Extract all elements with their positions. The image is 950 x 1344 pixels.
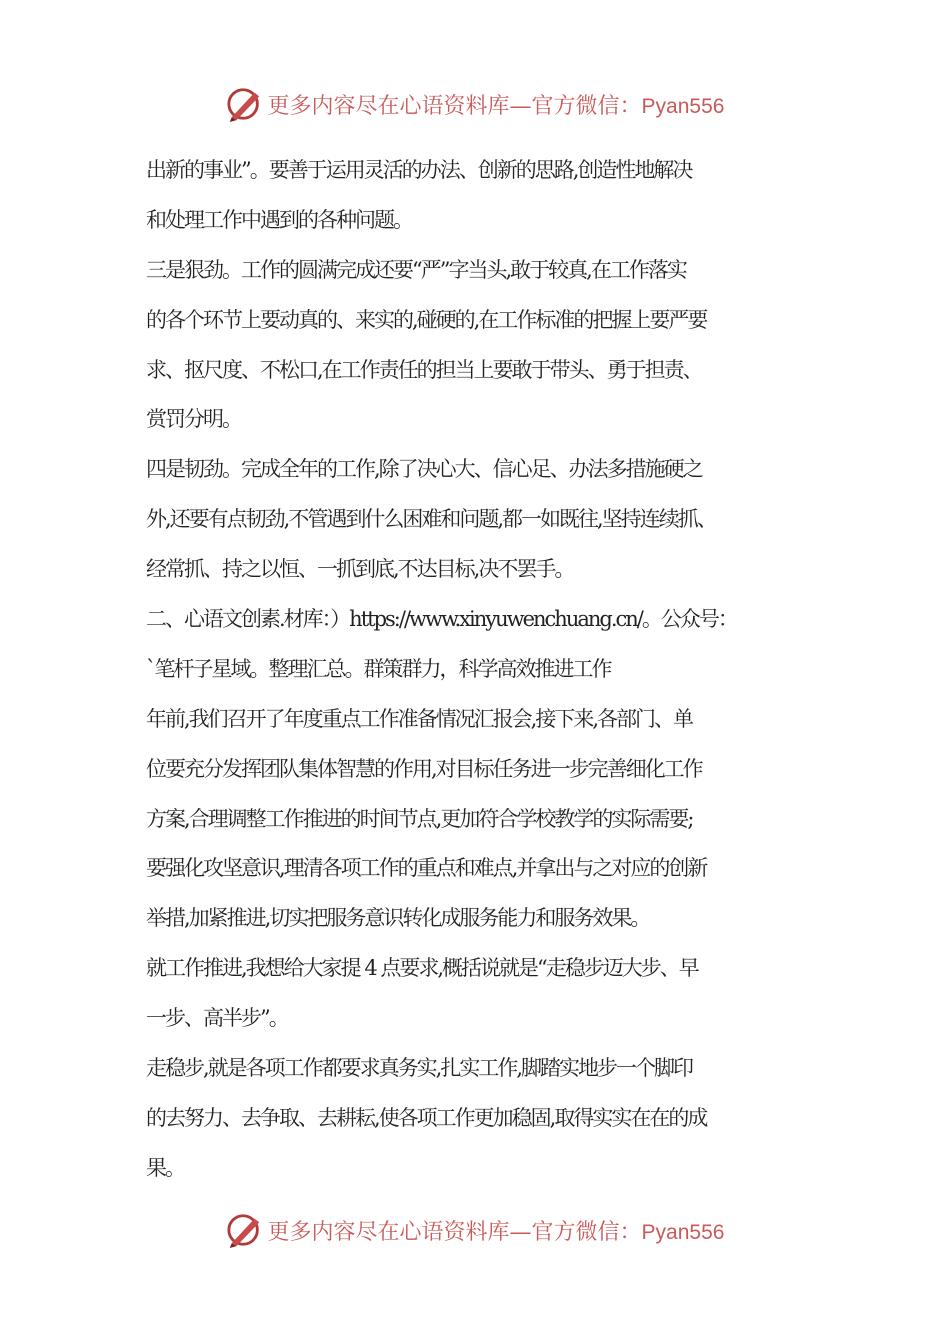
- body-line: 一步、高半步”。: [146, 1006, 288, 1031]
- body-line: 赏罚分明。: [146, 407, 241, 432]
- body-line: 方案,合理调整工作推进的时间节点,更加符合学校教学的实际需要;: [146, 806, 693, 831]
- section-heading-line: `笔杆子星域。整理汇总。群策群力，科学高效推进工作: [146, 656, 611, 681]
- body-line: 出新的事业”。要善于运用灵活的办法、创新的思路,创造性地解决: [146, 158, 692, 182]
- footer-banner: [0, 1208, 950, 1252]
- body-line: 四是韧劲。完成全年的工作,除了决心大、信心足、办法多措施硬之: [146, 457, 702, 482]
- body-line: 和处理工作中遇到的各种问题。: [146, 207, 412, 232]
- body-line: 果。: [146, 1155, 184, 1180]
- header-banner: [0, 82, 950, 126]
- footer-banner-text: 更多内容尽在心语资料库—官方微信：Pyan556: [267, 1219, 725, 1245]
- header-wechat-handle: Pyan556: [641, 94, 725, 118]
- body-line: 举措,加紧推进,切实把服务意识转化成服务能力和服务效果。: [146, 906, 650, 931]
- body-line: 要强化攻坚意识,理清各项工作的重点和难点,并拿出与之对应的创新: [146, 856, 707, 881]
- pen-logo-icon: [226, 85, 264, 123]
- body-line: 走稳步,就是各项工作都要求真务实,扎实工作,脚踏实地步一个脚印: [146, 1056, 693, 1081]
- body-line: 位要充分发挥团队集体智慧的作用,对目标任务进一步完善细化工作: [146, 756, 702, 781]
- body-line: 就工作推进,我想给大家提 4 点要求,概括说就是“走稳步迈大步、早: [146, 956, 698, 981]
- document-body: [146, 146, 826, 1194]
- body-line: 外,还要有点韧劲,不管遇到什么困难和问题,都一如既往,坚持连续抓、: [146, 507, 716, 532]
- body-line: 年前,我们召开了年度重点工作准备情况汇报会,接下来,各部门、单: [146, 706, 693, 731]
- body-line: 经常抓、持之以恒、一抓到底,不达目标,决不罢手。: [146, 557, 574, 582]
- header-banner-text: 更多内容尽在心语资料库—官方微信：Pyan556: [267, 93, 725, 119]
- body-line: 的去努力、去争取、去耕耘,使各项工作更加稳固,取得实实在在的成: [146, 1105, 707, 1130]
- body-line: 的各个环节上要动真的、来实的,碰硬的,在工作标准的把握上要严要: [146, 307, 707, 332]
- body-line: 三是狠劲。工作的圆满完成还要“严”字当头,敢于较真,在工作落实: [146, 257, 686, 282]
- footer-wechat-handle: Pyan556: [641, 1220, 725, 1244]
- section-heading-line: 二、心语文创素.材库：）https://www.xinyuwenchuang.cn/。公众号：: [146, 607, 737, 632]
- pen-logo-icon: [226, 1211, 264, 1249]
- body-line: 求、抠尺度、不松口,在工作责任的担当上要敢于带头、勇于担责、: [146, 357, 702, 382]
